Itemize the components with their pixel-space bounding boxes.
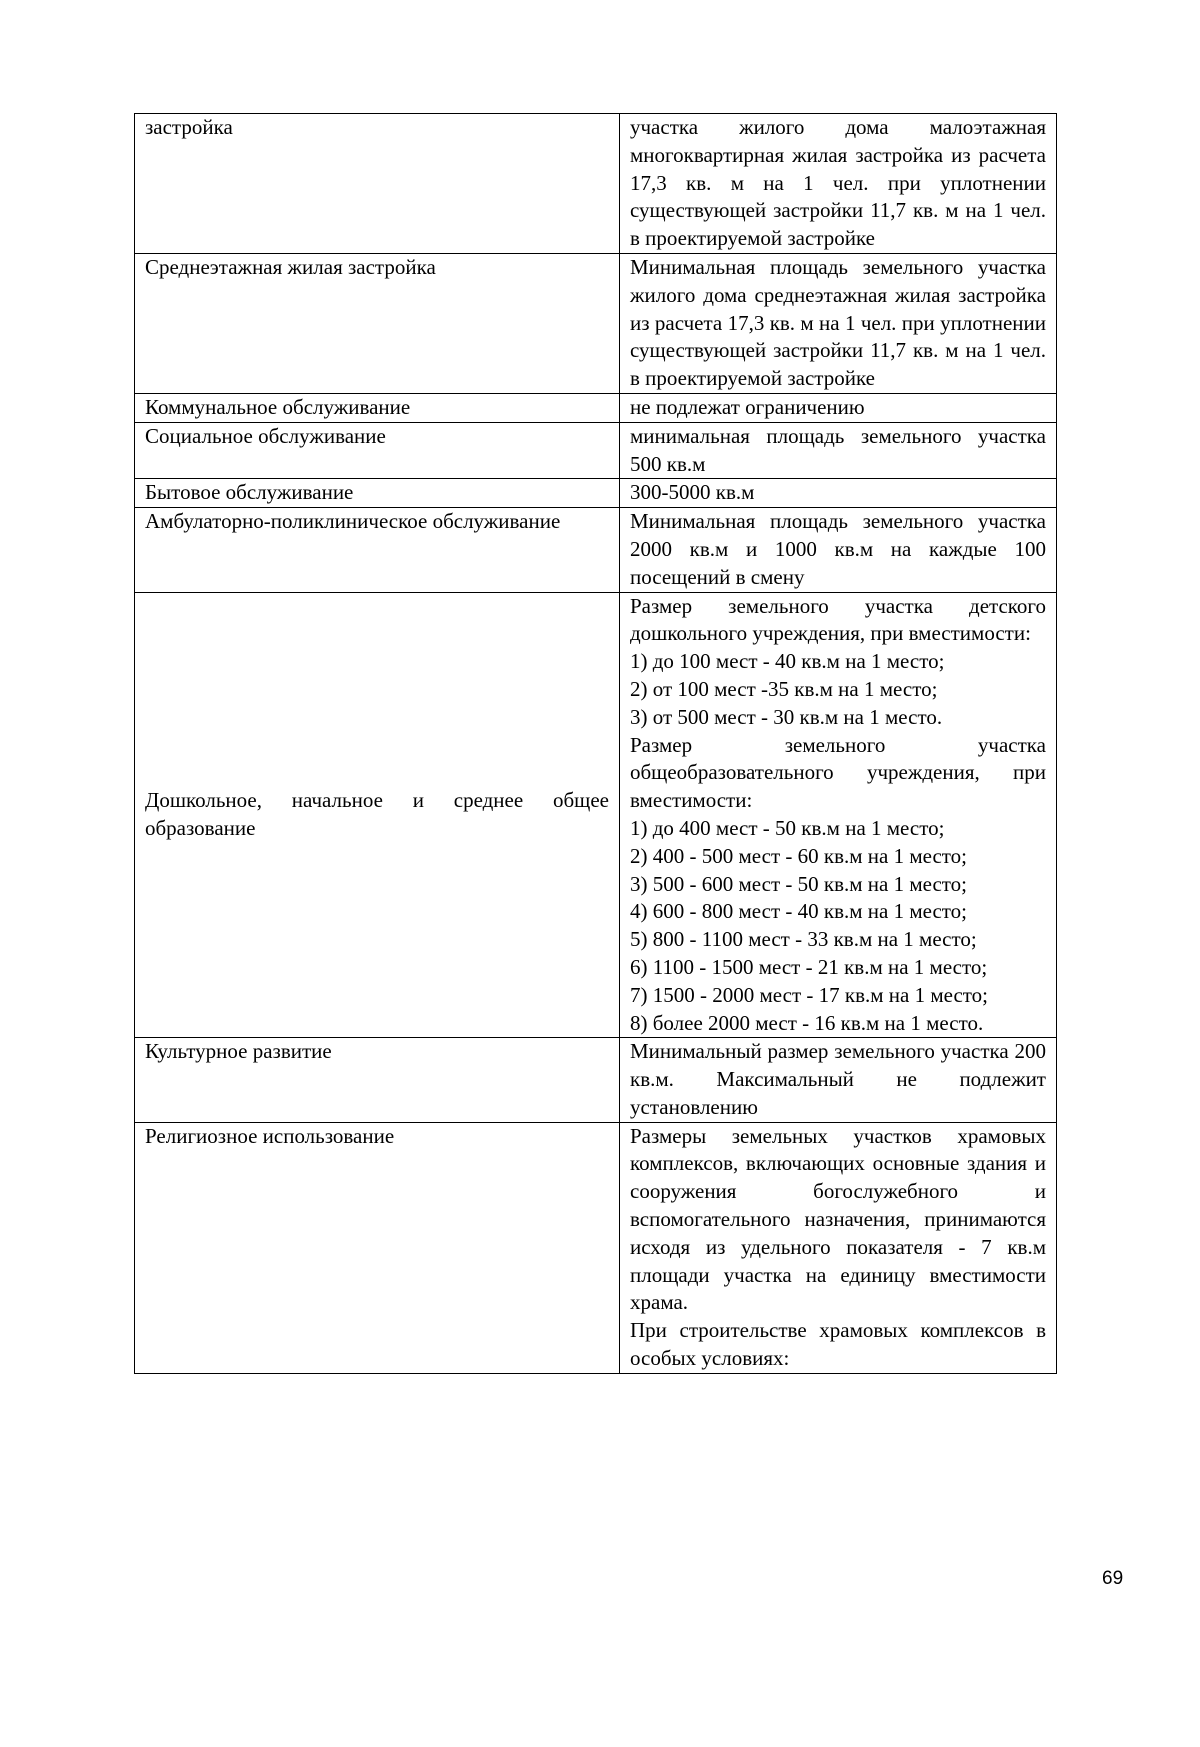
table-row	[135, 422, 1057, 479]
parameter-text: 1) до 400 мест - 50 кв.м на 1 место;	[630, 815, 945, 840]
table-body	[135, 114, 1057, 1374]
parameter-text: 6) 1100 - 1500 мест - 21 кв.м на 1 место;	[630, 954, 988, 979]
parameter-text: не подлежат ограничению	[630, 394, 865, 419]
land-use-type-cell	[135, 422, 620, 479]
parameters-cell	[620, 114, 1057, 254]
parameters-cell	[620, 253, 1057, 393]
parameter-text: 2) 400 - 500 мест - 60 кв.м на 1 место;	[630, 843, 968, 868]
parameter-text: 5) 800 - 1100 мест - 33 кв.м на 1 место;	[630, 927, 977, 952]
parameter-text: 8) более 2000 мест - 16 кв.м на 1 место.	[630, 1010, 984, 1035]
table-row	[135, 253, 1057, 393]
parameter-text: Размер земельного участка общеобразовательного учреждения, при вместимости:	[630, 732, 1046, 813]
parameter-text: 3) от 500 мест - 30 кв.м на 1 место.	[630, 704, 943, 729]
parameter-text: 3) 500 - 600 мест - 50 кв.м на 1 место;	[630, 871, 968, 896]
parameter-text: Размеры земельных участков храмовых комплексов, включающих основные здания и сооружения богослужебного и вспомогательного назначения, принимаются исходя из удельного показателя - 7 кв.м площади участка на единицу вместимости храма.	[630, 1123, 1046, 1315]
land-use-type-text: Культурное развитие	[145, 1039, 332, 1064]
parameters-cell	[620, 393, 1057, 422]
table-row	[135, 1038, 1057, 1122]
parameter-text: 1) до 100 мест - 40 кв.м на 1 место;	[630, 649, 945, 674]
page-number: 69	[1102, 1568, 1124, 1589]
land-use-type-text: застройка	[145, 115, 233, 139]
land-use-type-text: Коммунальное обслуживание	[145, 394, 411, 419]
land-use-type-cell	[135, 253, 620, 393]
land-use-type-cell	[135, 479, 620, 508]
parameter-text: При строительстве храмовых комплексов в особых условиях:	[630, 1318, 1046, 1371]
parameter-text: Минимальная площадь земельного участка 2000 кв.м и 1000 кв.м на каждые 100 посещений в смену	[630, 509, 1046, 589]
land-use-type-cell	[135, 393, 620, 422]
parameters-cell	[620, 1122, 1057, 1373]
land-use-table	[134, 113, 1057, 1374]
parameter-text: 300-5000 кв.м	[630, 480, 755, 505]
table-row	[135, 592, 1057, 1038]
land-use-type-cell	[135, 508, 620, 592]
land-use-type-text: Среднеэтажная жилая застройка	[145, 254, 436, 279]
land-use-type-cell	[135, 1122, 620, 1373]
parameters-cell	[620, 479, 1057, 508]
parameter-text: минимальная площадь земельного участка 500 кв.м	[630, 423, 1046, 476]
land-use-type-cell	[135, 592, 620, 1038]
table-row	[135, 508, 1057, 592]
table-row	[135, 114, 1057, 254]
parameter-text: 7) 1500 - 2000 мест - 17 кв.м на 1 место;	[630, 982, 989, 1007]
parameter-text: Размер земельного участка детского дошкольного учреждения, при вместимости:	[630, 593, 1046, 646]
parameters-cell	[620, 592, 1057, 1038]
land-use-type-text: Бытовое обслуживание	[145, 480, 354, 505]
parameters-cell	[620, 508, 1057, 592]
parameter-text: участка жилого дома малоэтажная многоквартирная жилая застройка из расчета 17,3 кв. м на 1 чел. при уплотнении существующей застройки 11,7 кв. м на 1 чел. в проектируемой застройке	[630, 115, 1046, 251]
land-use-type-text: Дошкольное, начальное и среднее общее образование	[145, 788, 609, 840]
land-use-type-text: Амбулаторно-поликлиническое обслуживание	[145, 509, 561, 534]
land-use-type-text: Социальное обслуживание	[145, 423, 386, 448]
parameter-text: 2) от 100 мест -35 кв.м на 1 место;	[630, 676, 938, 701]
land-use-type-text: Религиозное использование	[145, 1123, 395, 1148]
land-use-type-cell	[135, 114, 620, 254]
parameters-cell	[620, 422, 1057, 479]
parameter-text: 4) 600 - 800 мест - 40 кв.м на 1 место;	[630, 899, 968, 924]
parameter-text: Минимальный размер земельного участка 200 кв.м. Максимальный не подлежит установлению	[630, 1039, 1046, 1119]
parameters-cell	[620, 1038, 1057, 1122]
table-row	[135, 1122, 1057, 1373]
table-row	[135, 479, 1057, 508]
land-use-type-cell	[135, 1038, 620, 1122]
parameter-text: Минимальная площадь земельного участка жилого дома среднеэтажная жилая застройка из расчета 17,3 кв. м на 1 чел. при уплотнении существующей застройки 11,7 кв. м на 1 чел. в проектируемой застройке	[630, 254, 1046, 391]
table-row	[135, 393, 1057, 422]
